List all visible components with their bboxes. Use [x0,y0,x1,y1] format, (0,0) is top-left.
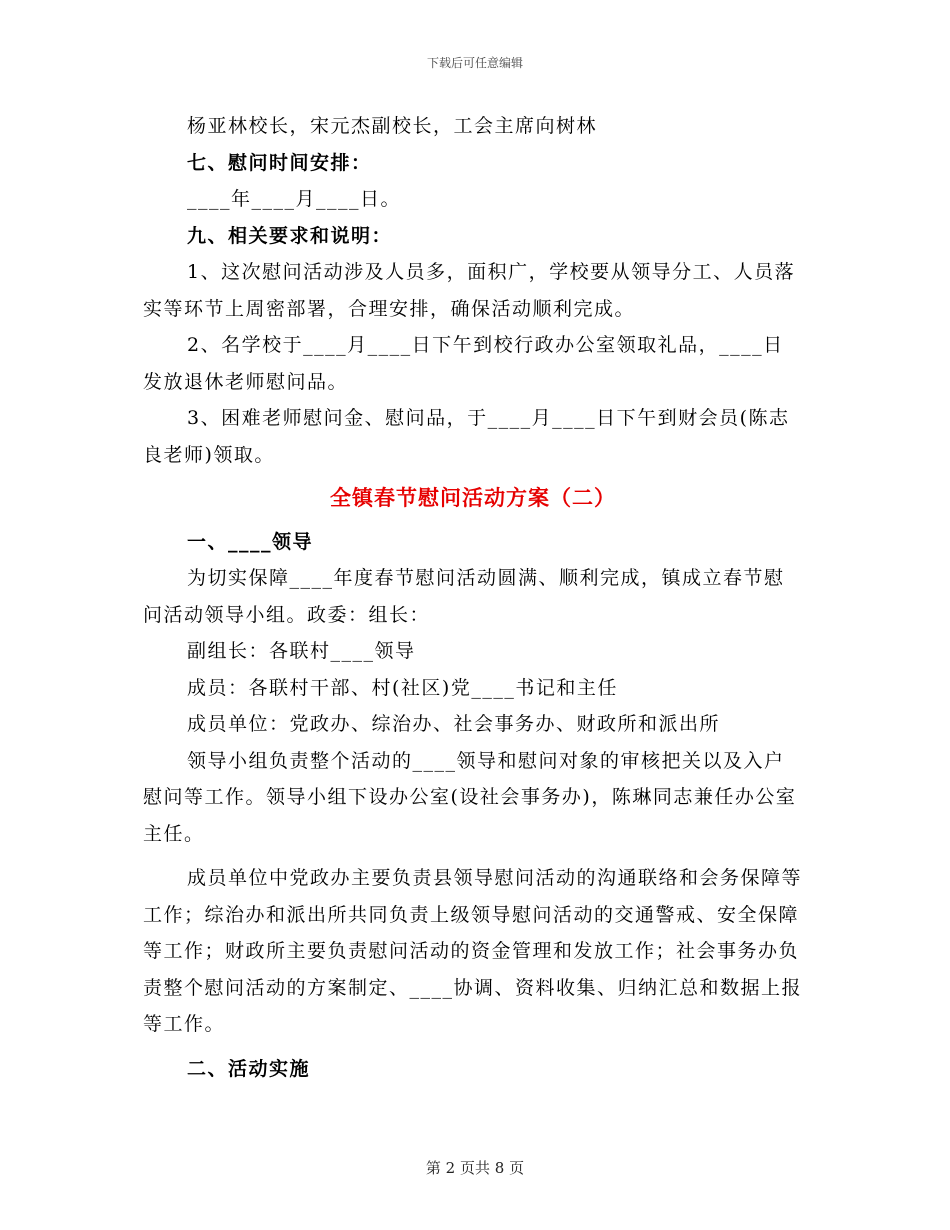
section-title: 全镇春节慰问活动方案（二） [330,485,616,510]
document-body [143,108,803,1087]
requirement-2: 2、名学校于____月____日下午到校行政办公室领取礼品，____日发放退休老师慰问品。 [143,334,784,393]
page-footer: 第 2 页共 8 页 [425,1159,525,1177]
paragraph-staff: 杨亚林校长，宋元杰副校长，工会主席向树林 [187,115,598,137]
heading-implementation: 二、活动实施 [187,1057,311,1080]
paragraph-date: ____年____月____日。 [187,188,402,210]
heading-requirements: 九、相关要求和说明： [187,224,393,247]
paragraph-member-units: 成员单位：党政办、综治办、社会事务办、财政所和派出所 [187,713,721,735]
requirement-3: 3、困难老师慰问金、慰问品，于____月____日下午到财会员(陈志良老师)领取。 [143,407,790,466]
paragraph-leadership-group: 为切实保障____年度春节慰问活动圆满、顺利完成，镇成立春节慰问活动领导小组。政委：组长： [143,567,785,626]
paragraph-group-duties: 领导小组负责整个活动的____领导和慰问对象的审核把关以及入户慰问等工作。领导小组下设办公室(设社会事务办)，陈琳同志兼任办公室主任。 [143,749,797,845]
page-header: 下载后可任意编辑 [426,56,523,70]
heading-schedule: 七、慰问时间安排： [187,151,372,174]
heading-leadership: 一、____领导 [187,530,314,553]
requirement-1: 1、这次慰问活动涉及人员多，面积广，学校要从领导分工、人员落实等环节上周密部署，合理安排，确保活动顺利完成。 [143,261,796,320]
paragraph-unit-duties: 成员单位中党政办主要负责县领导慰问活动的沟通联络和会务保障等工作；综治办和派出所共同负责上级领导慰问活动的交通警戒、安全保障等工作；财政所主要负责慰问活动的资金管理和发放工作；社会事务办负责整个慰问活动的方案制定、____协调、资料收集、归纳汇总和数据上报等工作。 [143,867,803,1035]
paragraph-deputy-leader: 副组长：各联村____领导 [187,640,416,662]
paragraph-members: 成员：各联村干部、村(社区)党____书记和主任 [187,676,618,699]
